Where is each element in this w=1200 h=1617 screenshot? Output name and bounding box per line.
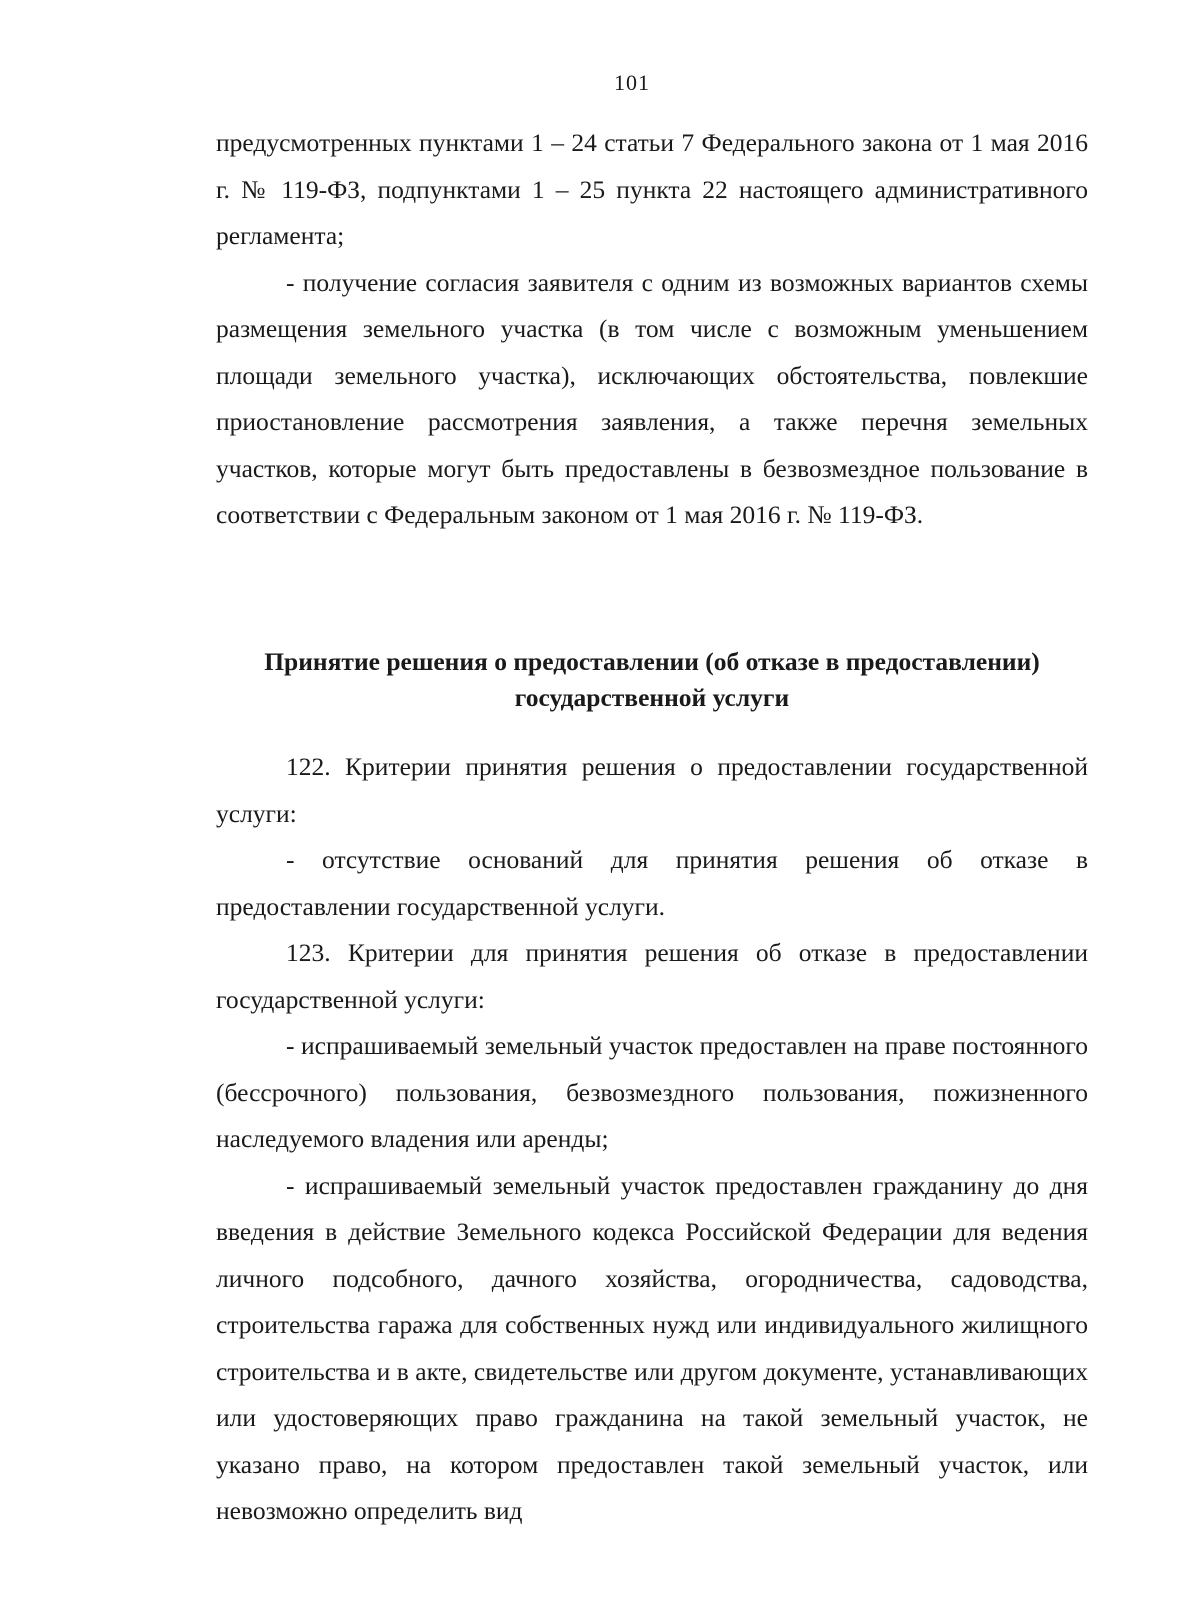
paragraph-123-item-2: - испрашиваемый земельный участок предоставлен гражданину до дня введения в действие Земельного кодекса Российской Федерации для ведения личного подсобного, дачного хозяйства, огородничества, садоводства, строительства гаража для собственных нужд или индивидуального жилищного строительства и в акте, свидетельстве или другом документе, устанавливающих или удостоверяющих право гражданина на такой земельный участок, не указано право, на котором предоставлен такой земельный участок, или невозможно определить вид: [216, 1170, 1088, 1525]
section-heading-line-1: Принятие решения о предоставлении (об отказе в предоставлении): [264, 647, 1040, 676]
paragraph-123-item-1: - испрашиваемый земельный участок предоставлен на праве постоянного (бессрочного) пользования, безвозмездного пользования, пожизненного наследуемого владения или аренды;: [216, 1031, 1088, 1153]
page-number: 101: [614, 70, 650, 95]
text-block-top: [216, 120, 1088, 539]
section-heading-line-2: государственной услуги: [514, 683, 790, 712]
paragraph-consent: - получение согласия заявителя с одним из возможных вариантов схемы размещения земельного участка (в том числе с возможным уменьшением площади земельного участка), исключающих обстоятельства, повлекшие приостановление рассмотрения заявления, а также перечня земельных участков, которые могут быть предоставлены в безвозмездное пользование в соответствии с Федеральным законом от 1 мая 2016 г. № 119-ФЗ.: [216, 267, 1088, 529]
paragraph-123: 123. Критерии для принятия решения об отказе в предоставлении государственной услуги:: [216, 938, 1088, 1014]
paragraph-continuation: предусмотренных пунктами 1 – 24 статьи 7 Федерального закона от 1 мая 2016 г. № 119-ФЗ, подпунктами 1 – 25 пункта 22 настоящего административного регламента;: [216, 128, 1088, 250]
text-block-bottom: [216, 744, 1088, 1535]
paragraph-122: 122. Критерии принятия решения о предоставлении государственной услуги:: [216, 752, 1088, 828]
paragraph-122-item: - отсутствие оснований для принятия решения об отказе в предоставлении государственной услуги.: [216, 845, 1088, 921]
section-heading: [216, 644, 1088, 716]
